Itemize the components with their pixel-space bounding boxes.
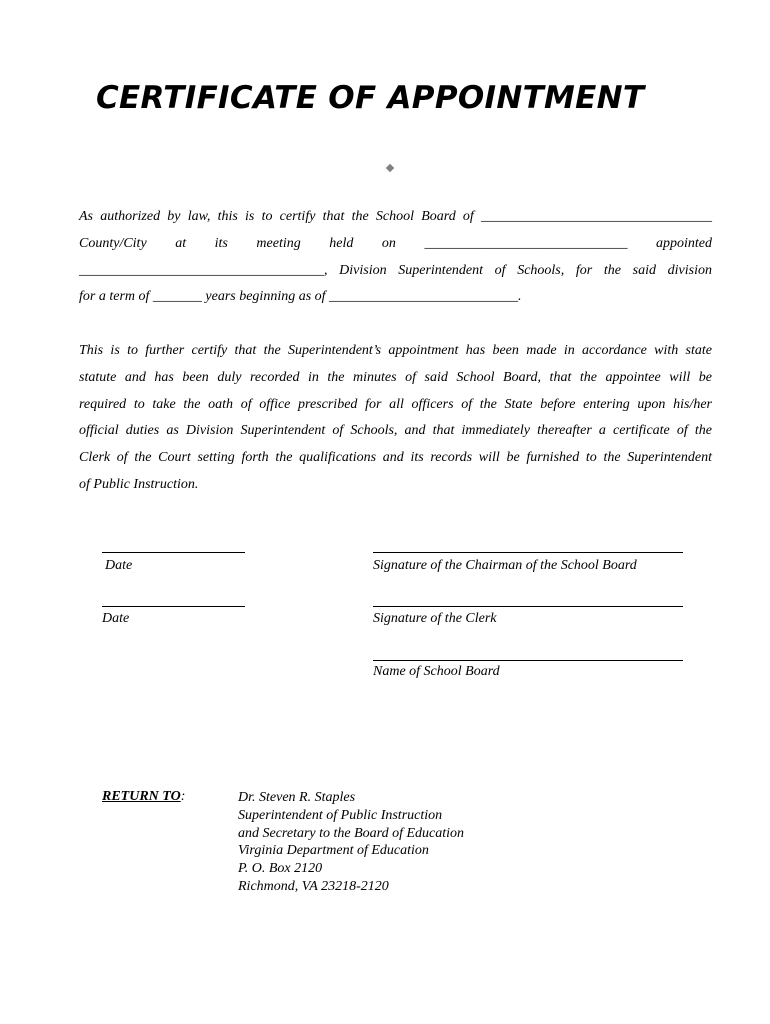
authorization-paragraph — [79, 204, 712, 311]
certificate-title: CERTIFICATE OF APPOINTMENT — [96, 80, 645, 116]
return-to-text: RETURN TO — [102, 789, 181, 804]
return-to-colon: : — [180, 789, 186, 804]
address-line: Superintendent of Public Instruction — [238, 807, 443, 823]
clerk-signature-label: Signature of the Clerk — [373, 611, 497, 626]
school-board-name-label: Name of School Board — [373, 664, 500, 679]
paragraph-line: for a term of _______ years beginning as of ___________________________. — [79, 289, 522, 305]
address-line: Virginia Department of Education — [238, 843, 429, 859]
date-label-1: Date — [105, 558, 133, 573]
paragraph-line: ___________________________________, Division Superintendent of Schools, for the said division — [79, 262, 712, 278]
paragraph-line: required to take the oath of office prescribed for all officers of the State before entering upon his/her — [79, 396, 712, 412]
paragraph-line: statute and has been duly recorded in the minutes of said School Board, that the appointee will be — [79, 369, 712, 385]
paragraph-line: As authorized by law, this is to certify that the School Board of _________________________________ — [79, 209, 712, 224]
paragraph-line: of Public Instruction. — [79, 476, 199, 492]
address-line: P. O. Box 2120 — [238, 861, 323, 877]
school-board-name-line[interactable] — [373, 660, 683, 661]
paragraph-line: official duties as Division Superintendent of Schools, and that immediately thereafter a certificate of the — [79, 423, 712, 439]
date-line-2[interactable] — [102, 606, 245, 607]
paragraph-line: Clerk of the Court setting forth the qualifications and its records will be furnished to the Superintendent — [79, 450, 712, 466]
diamond-icon — [386, 164, 394, 172]
address-line: and Secretary to the Board of Education — [238, 825, 465, 841]
chairman-signature-label: Signature of the Chairman of the School Board — [373, 558, 637, 573]
paragraph-line: This is to further certify that the Superintendent’s appointment has been made in accordance with state — [79, 343, 712, 358]
certification-paragraph — [79, 338, 712, 499]
clerk-signature-line[interactable] — [373, 606, 683, 607]
paragraph-line: County/City at its meeting held on _____________________________ appointed — [79, 235, 712, 251]
address-line: Richmond, VA 23218-2120 — [238, 878, 389, 894]
return-to-label — [102, 789, 185, 805]
date-line-1[interactable] — [102, 552, 245, 553]
date-label-2: Date — [102, 611, 130, 626]
return-address — [238, 789, 464, 896]
chairman-signature-line[interactable] — [373, 552, 683, 553]
address-line: Dr. Steven R. Staples — [238, 790, 356, 805]
